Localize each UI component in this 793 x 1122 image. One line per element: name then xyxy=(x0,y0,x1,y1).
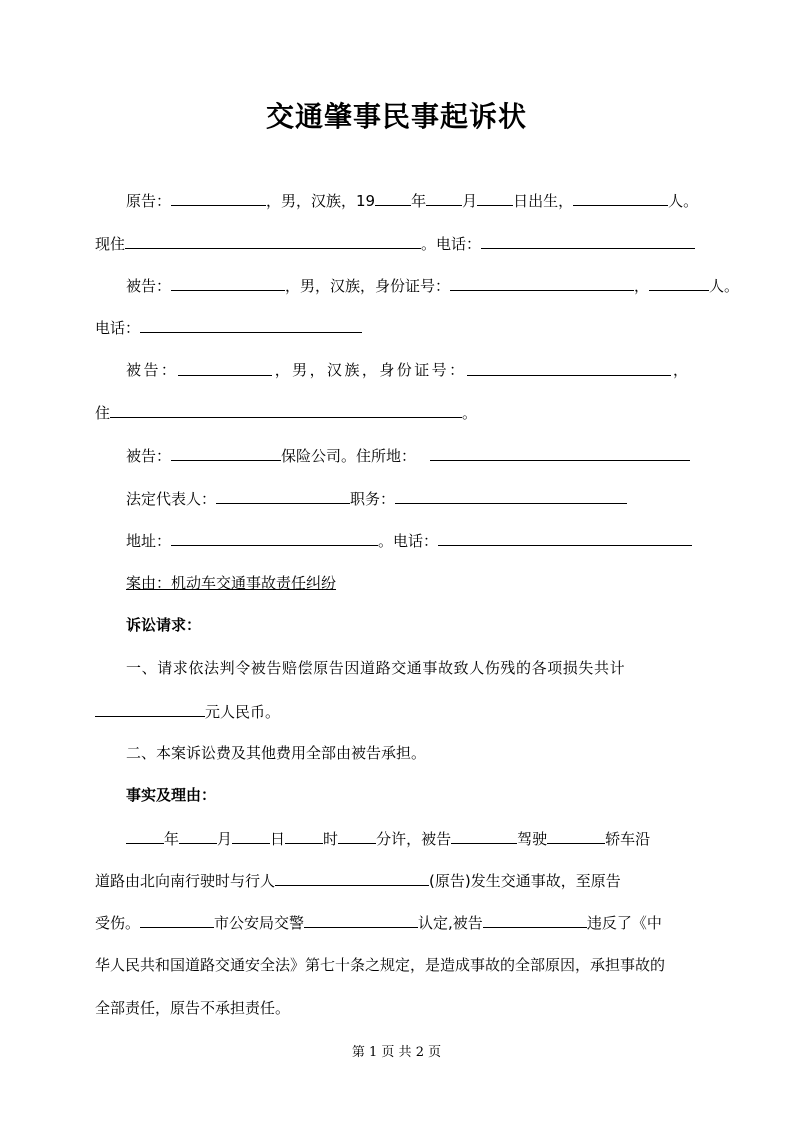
facts-text: 月 xyxy=(217,830,233,848)
plaintiff-text-5: 人。 xyxy=(668,192,699,210)
minute-blank xyxy=(338,826,376,844)
defendant1-phone-blank xyxy=(140,315,362,333)
defendant2-char: 告 xyxy=(143,361,159,379)
facts-text: 时 xyxy=(323,830,339,848)
plaintiff-text-2: 年 xyxy=(411,192,427,210)
birth-month-blank xyxy=(426,188,462,206)
year-blank xyxy=(126,826,164,844)
plaintiff-text-1: ，男，汉族，19 xyxy=(266,192,376,210)
facts-text: 违反了《中 xyxy=(586,914,662,932)
defendant1-text-3: 人。 xyxy=(709,277,740,295)
defendant1-phone-label: 电话： xyxy=(95,319,141,337)
vehicle-blank xyxy=(547,826,605,844)
hour-blank xyxy=(285,826,323,844)
plaintiff-phone-blank xyxy=(481,231,695,249)
defendant2-char: 号 xyxy=(431,361,447,379)
defendant2-address-label: 住 xyxy=(95,404,111,422)
birth-day-blank xyxy=(477,188,513,206)
defendant2-char: 汉 xyxy=(327,361,343,379)
defendant1-text-2: ， xyxy=(634,277,650,295)
claim-2: 二、本案诉讼费及其他费用全部由被告承担。 xyxy=(126,744,427,762)
defendant2-id-blank xyxy=(467,358,671,376)
cause-line xyxy=(126,571,700,595)
driver-blank xyxy=(451,826,517,844)
pedestrian-blank xyxy=(275,868,429,886)
defendant2-char: ， xyxy=(274,361,290,379)
claim-1-line-1: 一、请求依法判令被告赔偿原告因道路交通事故致人伤残的各项损失共计 xyxy=(126,659,626,677)
insurance-company-blank xyxy=(171,443,281,461)
claim-1-line-2 xyxy=(95,699,700,723)
facts-text: 认定,被告 xyxy=(418,914,483,932)
plaintiff-line xyxy=(126,188,700,212)
defendant2-address-end: 。 xyxy=(462,404,478,422)
defendant2-char: ， xyxy=(309,361,325,379)
defendant2-char: ： xyxy=(449,361,465,379)
duty-blank xyxy=(395,486,627,504)
defendant1-id-blank xyxy=(450,273,634,291)
facts-heading: 事实及理由： xyxy=(126,786,217,804)
defendant2-char: 族 xyxy=(344,361,360,379)
plaintiff-phone-label: 。电话： xyxy=(421,235,482,253)
police-blank xyxy=(304,910,418,928)
plaintiff-address-blank xyxy=(125,231,421,249)
defendant1-phone-line xyxy=(95,315,700,339)
facts-line-4: 华人民共和国道路交通安全法》第七十条之规定，是造成事故的全部原因，承担事故的 xyxy=(95,956,666,974)
birth-year-blank xyxy=(375,188,411,206)
defendant2-name-blank xyxy=(178,358,272,376)
defendant1-text-1: ，男，汉族，身份证号： xyxy=(285,277,451,295)
defendant2-char: 份 xyxy=(396,361,412,379)
facts-text: 驾驶 xyxy=(517,830,548,848)
defendant2-char: ： xyxy=(160,361,176,379)
defendant3-text-1: 保险公司。住所地： xyxy=(281,447,417,465)
duty-label: 职务： xyxy=(350,490,396,508)
plaintiff-text-3: 月 xyxy=(462,192,478,210)
defendant-blank xyxy=(483,910,587,928)
defendant1-origin-blank xyxy=(649,273,709,291)
plaintiff-label: 原告： xyxy=(126,192,172,210)
defendant2-address-blank xyxy=(110,400,462,418)
city-blank xyxy=(140,910,214,928)
defendant3-phone-label: 。电话： xyxy=(378,532,439,550)
defendant3-label: 被告： xyxy=(126,447,172,465)
plaintiff-address-line xyxy=(95,231,700,255)
legal-rep-blank xyxy=(216,486,350,504)
facts-line-5: 全部责任，原告不承担责任。 xyxy=(95,999,291,1017)
claims-heading: 诉讼请求： xyxy=(126,616,202,634)
legal-rep-label: 法定代表人： xyxy=(126,490,217,508)
facts-text: (原告)发生交通事故，至原告 xyxy=(429,872,621,890)
defendant1-label: 被告： xyxy=(126,277,172,295)
page-footer: 第 1 页 共 2 页 xyxy=(351,1045,442,1060)
claim-amount-blank xyxy=(95,699,205,717)
defendant2-char: 证 xyxy=(414,361,430,379)
cause-of-action: 案由：机动车交通事故责任纠纷 xyxy=(126,574,337,592)
day-blank xyxy=(232,826,270,844)
defendant3-address-blank xyxy=(171,528,378,546)
defendant2-char: ， xyxy=(361,361,377,379)
defendant3-line xyxy=(126,443,700,467)
defendant2-char: 男 xyxy=(292,361,308,379)
facts-text: 受伤。 xyxy=(95,914,141,932)
defendant1-line xyxy=(126,273,740,297)
facts-text: 市公安局交警 xyxy=(214,914,305,932)
insurance-address-blank xyxy=(430,443,690,461)
facts-line-2 xyxy=(95,868,700,892)
facts-text: 轿车沿 xyxy=(605,830,651,848)
defendant2-line xyxy=(126,358,688,382)
defendant2-char: 被 xyxy=(126,361,142,379)
defendant3-address-label: 地址： xyxy=(126,532,172,550)
defendant2-char: 身 xyxy=(379,361,395,379)
defendant1-name-blank xyxy=(171,273,285,291)
defendant3-address-line xyxy=(126,528,700,552)
plaintiff-text-4: 日出生， xyxy=(513,192,574,210)
month-blank xyxy=(179,826,217,844)
facts-text: 日 xyxy=(270,830,286,848)
facts-text: 分许，被告 xyxy=(376,830,452,848)
defendant3-phone-blank xyxy=(438,528,692,546)
facts-line-3 xyxy=(95,910,700,934)
claim-1-end: 元人民币。 xyxy=(205,703,281,721)
facts-line-1 xyxy=(126,826,700,850)
document-title: 交通肇事民事起诉状 xyxy=(265,100,527,133)
plaintiff-address-label: 现住 xyxy=(95,235,126,253)
facts-text: 年 xyxy=(164,830,180,848)
defendant2-address-line xyxy=(95,400,700,424)
plaintiff-origin-blank xyxy=(573,188,668,206)
plaintiff-name-blank xyxy=(171,188,266,206)
facts-text: 道路由北向南行驶时与行人 xyxy=(95,872,276,890)
defendant2-char: ， xyxy=(672,361,688,379)
legal-rep-line xyxy=(126,486,700,510)
